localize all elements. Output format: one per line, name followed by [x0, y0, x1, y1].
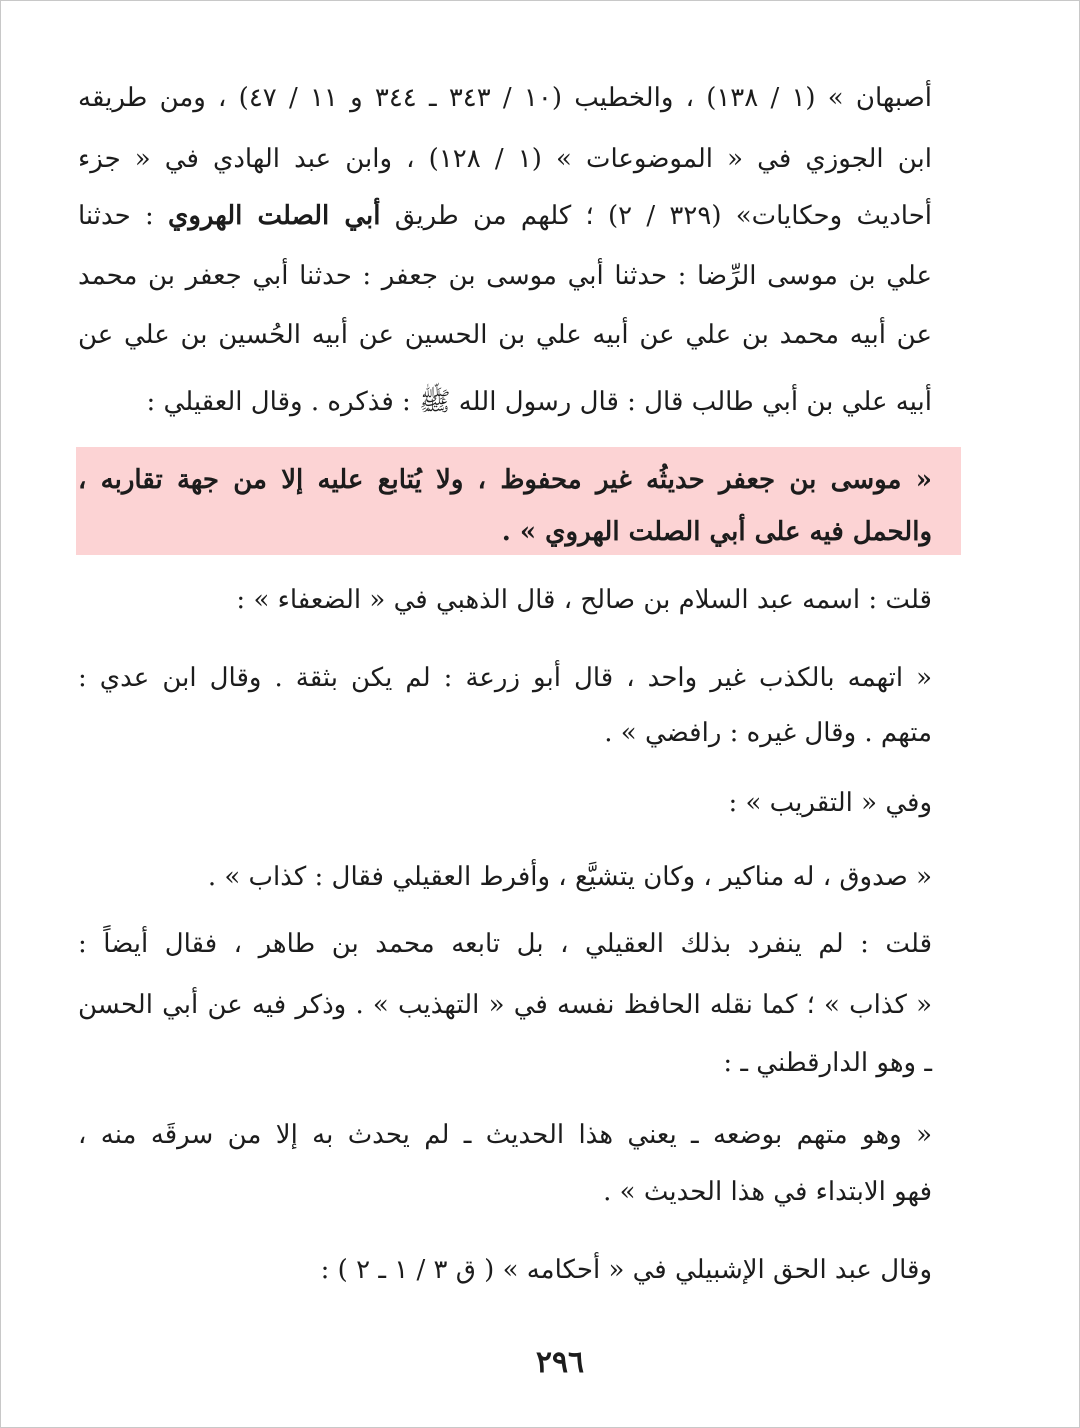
text-line: أصبهان » (١ / ١٣٨) ، والخطيب (١٠ / ٣٤٣ ـ ٣٤٤ و ١١ / ٤٧) ، ومن طريقه — [78, 83, 933, 113]
highlighted-quote-line: « موسى بن جعفر حديثُه غير محفوظ ، ولا يُتابع عليه إلا من جهة تقاربه ، — [78, 465, 932, 495]
text-line: « كذاب » ؛ كما نقله الحافظ نفسه في « التهذيب » . وذكر فيه عن أبي الحسن — [78, 990, 932, 1020]
text-line: أبيه علي بن أبي طالب قال : قال رسول الله ﷺ : فذكره . وقال العقيلي : — [146, 387, 932, 417]
text-segment: : حدثنا — [78, 201, 169, 231]
text-segment: أحاديث وحكايات» (٣٢٩ / ٢) ؛ كلهم من طريق — [380, 201, 933, 231]
highlighted-quote-line: والحمل فيه على أبي الصلت الهروي » . — [501, 517, 932, 547]
text-line: عن أبيه محمد بن علي عن أبيه علي بن الحسين عن أبيه الحُسين بن علي عن — [78, 320, 932, 350]
text-line: قلت : اسمه عبد السلام بن صالح ، قال الذهبي في « الضعفاء » : — [236, 585, 932, 615]
text-line: قلت : لم ينفرد بذلك العقيلي ، بل تابعه محمد بن طاهر ، فقال أيضاً : — [78, 929, 932, 959]
text-line: علي بن موسى الرِّضا : حدثنا أبي موسى بن جعفر : حدثنا أبي جعفر بن محمد — [78, 261, 932, 291]
quote-line: « وهو متهم بوضعه ـ يعني هذا الحديث ـ لم يحدث به إلا من سرقَه منه ، — [78, 1120, 932, 1150]
page-number: ٢٩٦ — [535, 1345, 585, 1380]
text-line: وفي « التقريب » : — [728, 788, 932, 818]
text-line: ابن الجوزي في « الموضوعات » (١ / ١٢٨) ، وابن عبد الهادي في « جزء — [78, 144, 932, 174]
quote-line: « صدوق ، له مناكير ، وكان يتشيَّع ، وأفرط العقيلي فقال : كذاب » . — [207, 862, 932, 892]
quote-line: فهو الابتداء في هذا الحديث » . — [603, 1177, 932, 1207]
quote-line: متهم . وقال غيره : رافضي » . — [604, 718, 932, 748]
text-line — [78, 186, 932, 246]
bold-name: أبي الصلت الهروي — [168, 201, 381, 231]
quote-line: « اتهمه بالكذب غير واحد ، قال أبو زرعة : لم يكن بثقة . وقال ابن عدي : — [78, 663, 932, 693]
text-line: ـ وهو الدارقطني ـ : — [723, 1048, 932, 1078]
text-line: وقال عبد الحق الإشبيلي في « أحكامه » ( ق ٣ / ١ ـ ٢ ) : — [320, 1255, 932, 1285]
